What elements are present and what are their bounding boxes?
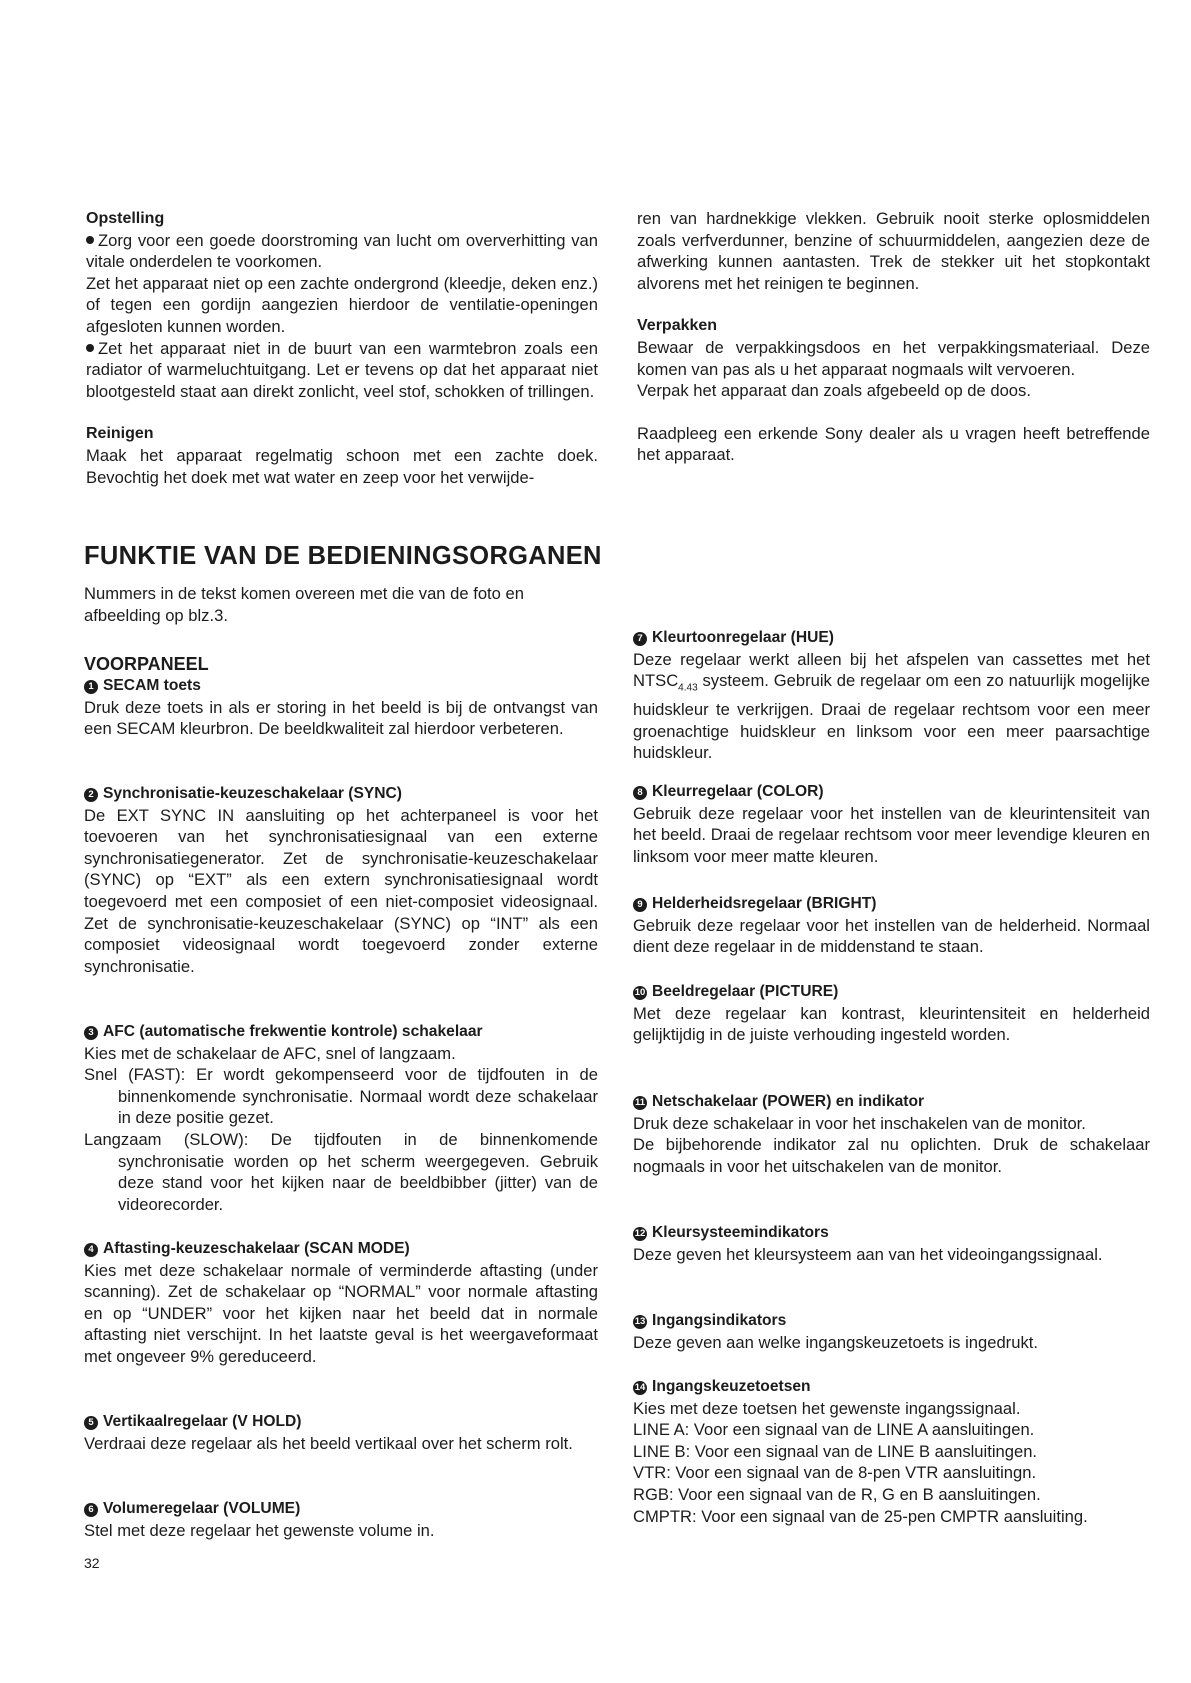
item-text: De bijbehorende indikator zal nu oplichten. Druk de schakelaar nogmaals in voor het uitschakelen van de monitor. [633,1135,1150,1176]
item-9 [633,893,1150,958]
item-text: Gebruik deze regelaar voor het instellen van de helderheid. Normaal dient deze regelaar in de middenstand te staan. [633,915,1150,957]
section-heading-reinigen: Reinigen [86,425,154,443]
item-title: AFC (automatische frekwentie kontrole) schakelaar [103,1023,483,1040]
number-badge-icon: 13 [634,1316,646,1327]
item-text: Deze geven het kleursysteem aan van het videoingangssignaal. [633,1244,1103,1264]
item-text: Kies met deze schakelaar normale of verminderde aftasting (under scanning). Zet de schakelaar op “NORMAL” voor normale aftasting en op “UNDER” voor het kijken naar het beeld dat in normale aftasting niet verschijnt. In het laatste geval is het weergaveformaat met ongeveer 9% gereduceerd. [84,1260,598,1366]
item-14 [633,1376,1150,1527]
paragraph: Bewaar de verpakkingsdoos en het verpakkingsmateriaal. Deze komen van pas als u het apparaat nogmaals wilt vervoeren. [637,337,1150,379]
item-12 [633,1222,1150,1265]
item-title: Kleursysteemindikators [652,1224,829,1241]
number-badge-icon: 11 [634,1097,646,1108]
item-8 [633,781,1150,867]
item-text: Deze geven aan welke ingangskeuzetoets is ingedrukt. [633,1332,1038,1352]
item-title: Synchronisatie-keuzeschakelaar (SYNC) [103,785,402,802]
number-badge-icon: 1 [84,680,98,694]
item-title: Helderheidsregelaar (BRIGHT) [652,895,877,912]
number-badge-icon: 9 [633,898,647,912]
item-title: Beeldregelaar (PICTURE) [652,983,839,1000]
number-badge-icon: 8 [633,786,647,800]
item-text: Met deze regelaar kan kontrast, kleurintensiteit en helderheid gelijktijdig in de juiste verhouding ingesteld worden. [633,1003,1150,1045]
input-line-b: LINE B: Voor een signaal van de LINE B aansluitingen. [633,1441,1038,1461]
item-text: Kies met deze toetsen het gewenste ingangssignaal. [633,1398,1021,1418]
input-vtr: VTR: Voor een signaal van de 8-pen VTR aansluitingn. [633,1463,1037,1483]
item-title: Aftasting-keuzeschakelaar (SCAN MODE) [103,1240,410,1257]
item-text: De EXT SYNC IN aansluiting op het achterpaneel is voor het toevoeren van het synchronisatiesignaal van een externe synchronisatiegenerator. Zet de synchronisatie-keuzeschakelaar (SYNC) op “EXT” als een extern synchronisatiesignaal wordt toegevoerd met een composiet of een niet-composiet videosignaal. Zet de synchronisatie-keuzeschakelaar (SYNC) op “INT” als een composiet videosignaal wordt toegevoerd zonder externe synchronisatie. [84,805,598,976]
bullet-icon [86,344,94,352]
bullet-icon [86,236,94,244]
item-text: Gebruik deze regelaar voor het instellen van de kleurintensiteit van het beeld. Draai de regelaar rechtsom voor meer levendige kleuren en linksom voor meer matte kleuren. [633,803,1150,866]
number-badge-icon: 7 [633,632,647,646]
number-badge-icon: 2 [84,788,98,802]
paragraph: Maak het apparaat regelmatig schoon met een zachte doek. Bevochtig het doek met wat water en zeep voor het verwijde- [86,445,598,487]
item-title: Ingangskeuzetoetsen [652,1378,811,1395]
number-badge-icon: 6 [84,1503,98,1517]
number-badge-icon: 12 [634,1228,646,1239]
paragraph: Zet het apparaat niet in de buurt van een warmtebron zoals een radiator of warmeluchtuitgang. Let er tevens op dat het apparaat niet blootgesteld staat aan direkt zonlicht, veel stof, schokken of trillingen. [86,338,598,401]
item-3 [84,1021,598,1215]
input-cmptr: CMPTR: Voor een signaal van de 25-pen CMPTR aansluiting. [633,1506,1088,1526]
input-rgb: RGB: Voor een signaal van de R, G en B aansluitingen. [633,1484,1041,1504]
item-text: Stel met deze regelaar het gewenste volume in. [84,1520,435,1540]
input-line-a: LINE A: Voor een signaal van de LINE A aansluitingen. [633,1420,1035,1440]
item-title: Vertikaalregelaar (V HOLD) [103,1413,302,1430]
item-title: Volumeregelaar (VOLUME) [103,1500,301,1517]
top-left-column [86,208,598,488]
paragraph: Zet het apparaat niet op een zachte ondergrond (kleedje, deken enz.) of tegen een gordijn aangezien hierdoor de ventilatie-openingen afgesloten kunnen worden. [86,273,598,336]
paragraph: Verpak het apparaat dan zoals afgebeeld op de doos. [637,381,1031,401]
item-4 [84,1238,598,1368]
item-2 [84,783,598,977]
item-title: Kleurregelaar (COLOR) [652,783,824,800]
item-5 [84,1411,598,1454]
subsection-title: VOORPANEEL [84,654,209,674]
number-badge-icon: 4 [84,1243,98,1257]
item-1 [84,675,598,740]
item-text: Verdraai deze regelaar als het beeld vertikaal over het scherm rolt. [84,1433,573,1453]
page-title: FUNKTIE VAN DE BEDIENINGSORGANEN [84,542,602,570]
paragraph: ren van hardnekkige vlekken. Gebruik nooit sterke oplosmiddelen zoals verfverdunner, benzine of schuurmiddelen, aangezien deze de afwerking kunnen aantasten. Trek de stekker uit het stopkontakt alvorens met het reinigen te beginnen. [637,209,1150,293]
item-option-fast: Snel (FAST): Er wordt gekompenseerd voor de tijdfouten in de binnenkomende synchronisatie. Normaal wordt deze schakelaar in deze positie gezet. [84,1065,598,1128]
item-title: Netschakelaar (POWER) en indikator [652,1093,925,1110]
item-11 [633,1091,1150,1177]
item-text: Deze regelaar werkt alleen bij het afspelen van cassettes met het $NTSC_{4.43}$ systeem. Gebruik de regelaar om een zo natuurlijk mogelijke huidskleur te verkrijgen. Draai de regelaar rechtsom voor een meer groenachtige huidskleur en linksom voor een meer paarsachtige huidskleur. [633,649,1150,763]
item-title: SECAM toets [103,677,201,694]
item-title: Kleurtoonregelaar (HUE) [652,629,834,646]
item-text: Druk deze toets in als er storing in het beeld is bij de ontvangst van een SECAM kleurbron. De beeldkwaliteit zal hierdoor verbeteren. [84,697,598,739]
item-text: Kies met de schakelaar de AFC, snel of langzaam. [84,1043,456,1063]
item-text: Druk deze schakelaar in voor het inschakelen van de monitor. [633,1113,1086,1133]
item-title: Ingangsindikators [652,1312,787,1329]
item-option-slow: Langzaam (SLOW): De tijdfouten in de binnenkomende synchronisatie worden op het scherm weergegeven. Gebruik deze stand voor het kijken naar de beeldbibber (jitter) van de videorecorder. [84,1129,598,1214]
section-heading-opstelling: Opstelling [86,210,165,227]
intro-text: Nummers in de tekst komen overeen met die van de foto en afbeelding op blz.3. [84,584,524,625]
number-badge-icon: 3 [84,1026,98,1040]
number-badge-icon: 10 [634,987,646,998]
number-badge-icon: 14 [634,1382,646,1393]
top-right-column [637,208,1150,466]
number-badge-icon: 5 [84,1416,98,1430]
item-13 [633,1310,1150,1353]
paragraph: Zorg voor een goede doorstroming van lucht om oververhitting van vitale onderdelen te voorkomen. [86,230,598,272]
paragraph: Raadpleeg een erkende Sony dealer als u vragen heeft betreffende het apparaat. [637,423,1150,465]
item-6 [84,1498,598,1541]
page-number: 32 [84,1555,100,1571]
item-7 [633,627,1150,764]
item-10 [633,981,1150,1046]
section-heading-verpakken: Verpakken [637,317,718,335]
